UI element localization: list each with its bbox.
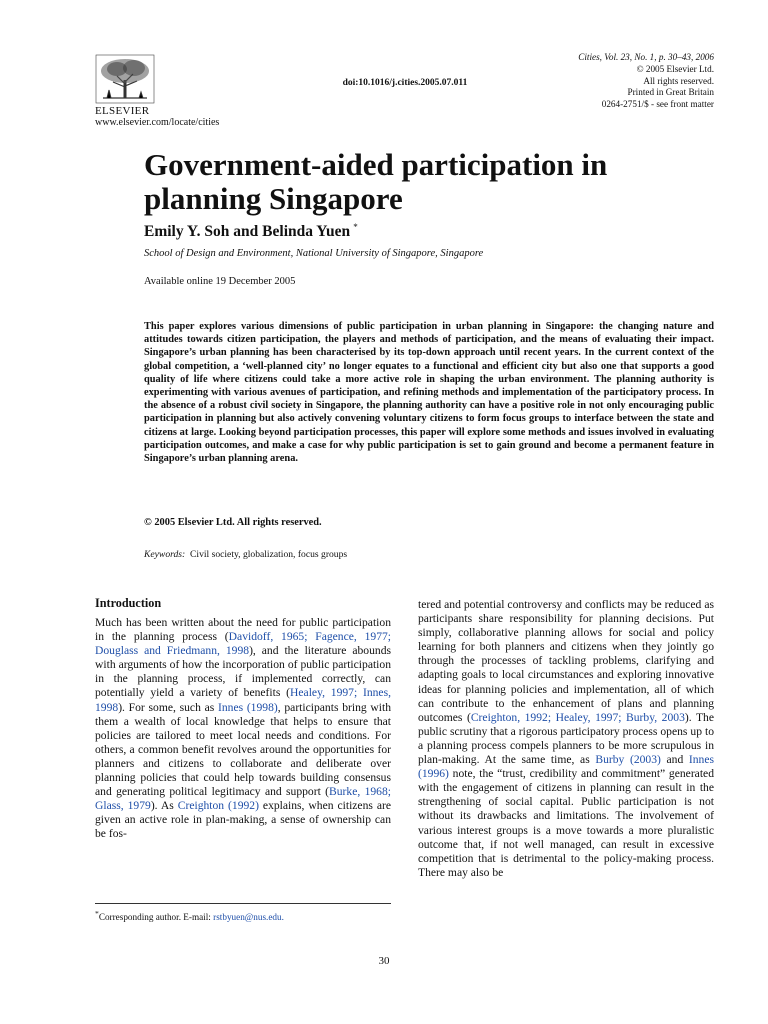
citation-link[interactable]: Healey, 1997; Innes, 1998: [95, 686, 391, 714]
journal-citation: Cities, Vol. 23, No. 1, p. 30–43, 2006: [578, 52, 714, 62]
footnote-mark: *: [95, 909, 99, 918]
citation-link[interactable]: Davidoff, 1965; Fagence, 1977; Douglass and Friedmann, 1998: [95, 630, 392, 658]
journal-meta: [578, 52, 714, 111]
body-text: tered and potential controversy and conflicts may be reduced as participants share responsibility for planning decisions. Put simply, collaborative planning allows for social and policy learning for both planners and citizens when they jointly go through the processes of tackling problems, clarifying and adapting goals to local circumstances and exploring innovative ideas for planning policies and implementation, all of which can contribute to the enhancement of plans and planning outcomes (: [418, 598, 714, 724]
body-column-left: [95, 616, 391, 842]
citation-link[interactable]: Burke, 1968; Glass, 1979: [95, 785, 391, 813]
page-number: 30: [378, 955, 390, 967]
keywords-label: Keywords:: [144, 549, 186, 560]
elsevier-tree-logo-icon: [95, 54, 155, 104]
available-online-date: Available online 19 December 2005: [144, 276, 296, 287]
footnote-text: Corresponding author. E-mail:: [98, 912, 214, 923]
citation-link[interactable]: Innes (1998): [217, 700, 278, 714]
email-link[interactable]: rstbyuen@nus.edu.: [213, 912, 284, 923]
corresponding-author-mark[interactable]: *: [353, 222, 358, 232]
body-text: explains, when citizens are given an active role in plan-making, a sense of ownership can be fos-: [95, 799, 391, 841]
abstract: This paper explores various dimensions of public participation in urban planning in Singapore: the changing nature and attitudes towards citizen participation, the players and methods of participation, and the means of evaluating their impact. Singapore’s urban planning has been characterised by its top-down approach until recent years. In the current context of the global competition, a ‘well-planned city’ no longer equates to a functional and efficient city but also one that supports a good quality of life where citizens could take a more active role in shaping the urban environment. The planning authority is experimenting with various avenues of participation, and refining methods and implementation of the participatory process. In the absence of a robust civil society in Singapore, the planning authority can have a positive role in not only encouraging public participation in planning but also actively convening voluntary citizens to form focus groups to interface between the state and citizens at large. Looking beyond participation processes, this paper will explore some methods and issues involved in evaluating participation outcomes, and make a case for why public participation is set to gain ground and become a permanent feature in Singapore’s urban planning arena.: [144, 321, 714, 465]
body-text: ), and the literature abounds with arguments of how the incorporation of public participation in the planning process, if implemented correctly, can potentially yield a variety of benefits (: [95, 644, 391, 700]
keywords-list: Civil society, globalization, focus groups: [190, 549, 348, 560]
journal-copyright: © 2005 Elsevier Ltd.: [636, 63, 714, 74]
citation-link[interactable]: Innes (1996): [418, 753, 714, 781]
body-text: Much has been written about the need for public participation in the planning process (: [95, 616, 391, 644]
paper-title: Government-aided participation in planning Singapore: [144, 147, 608, 216]
journal-issn: 0264-2751/$ - see front matter: [601, 99, 714, 110]
authors: [144, 222, 358, 241]
footnote: [95, 909, 284, 922]
body-text: note, the “trust, credibility and commitment” generated with the engagement of citizens in planning can result in the strengthening of social capital. Public participation is not without its drawbacks and limitations. The involvement of various interest groups is a move towards a more pluralistic outcome that, if not well managed, can result in excessive competition that is detrimental to the policy-making process. There may also be: [418, 767, 714, 879]
citation-link[interactable]: Burby (2003): [595, 753, 661, 767]
doi-link[interactable]: doi:10.1016/j.cities.2005.07.011: [342, 78, 468, 88]
abstract-copyright: © 2005 Elsevier Ltd. All rights reserved.: [144, 517, 322, 528]
section-heading-introduction: Introduction: [95, 596, 162, 610]
keywords: [144, 549, 347, 560]
publisher-url[interactable]: www.elsevier.com/locate/cities: [95, 117, 220, 128]
footnote-divider: [95, 903, 391, 904]
publisher-name: ELSEVIER: [95, 105, 150, 117]
body-text: , participants bring with them a wealth of local knowledge that helps to ensure that policies are tailored to meet local needs and conditions. For others, a common benefit revolves around the opportunities for planners and citizens to collaborate and deliberate over planning policies that could help towards building consensus and generating political legitimacy and support (: [95, 700, 392, 799]
body-column-right: [418, 598, 714, 880]
citation-link[interactable]: Creighton, 1992; Healey, 1997; Burby, 2003: [470, 710, 685, 724]
author-names: Emily Y. Soh and Belinda Yuen: [144, 223, 351, 241]
body-text: ). The public scrutiny that a rigorous participatory process opens up to a planning process compels planners to be more scrupulous in plan-making. At the same time, as: [418, 710, 714, 767]
citation-link[interactable]: Creighton (1992): [177, 799, 259, 813]
body-text: and: [660, 753, 689, 767]
body-text: ). For some, such as: [118, 700, 218, 714]
journal-printed: Printed in Great Britain: [627, 87, 714, 98]
body-text: ). As: [150, 799, 178, 813]
journal-rights: All rights reserved.: [643, 75, 714, 86]
affiliation: School of Design and Environment, National University of Singapore, Singapore: [144, 248, 484, 259]
